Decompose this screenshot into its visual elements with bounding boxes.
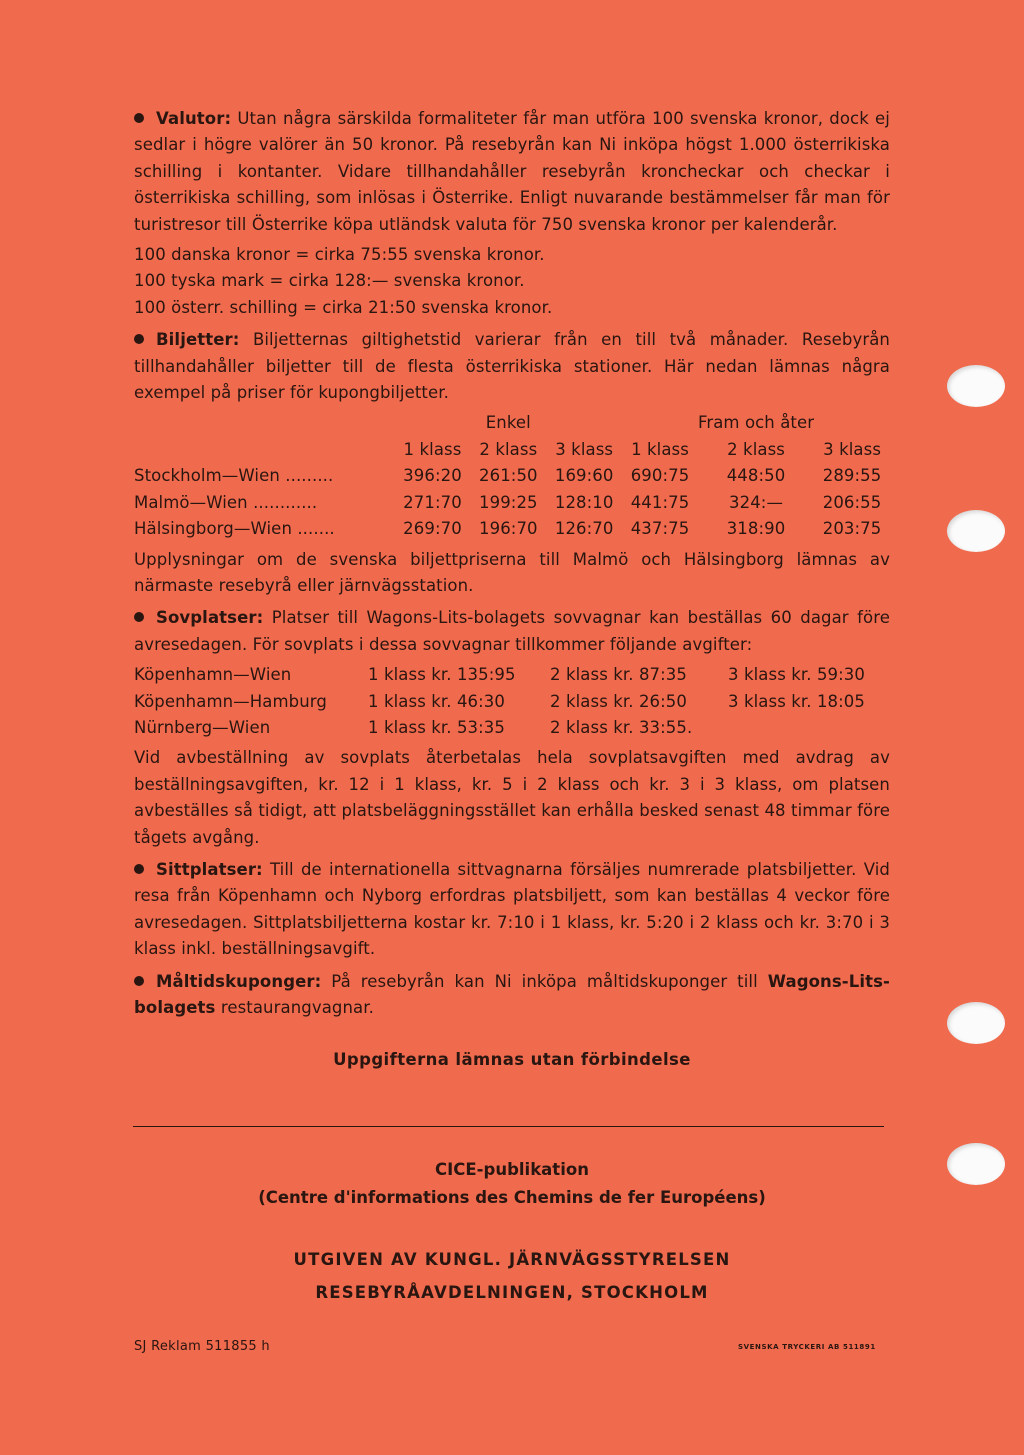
- price-cell: 441:75: [630, 492, 690, 512]
- table-row: [134, 689, 865, 715]
- punch-hole: [947, 1002, 1005, 1044]
- group-enkel: Enkel: [485, 413, 531, 433]
- publisher-line: RESEBYRÅAVDELNINGEN, STOCKHOLM: [315, 1283, 709, 1302]
- section-text: Biljetternas giltighetstid varierar från en till två månader. Resebyrån tillhandahåller biljetter till de flesta österrikiska stationer. Här nedan lämnas några exempel på priser för kupongbiljetter.: [134, 330, 890, 403]
- table-row: [134, 516, 890, 542]
- price-cell: 128:10: [554, 492, 614, 512]
- class-header: 2 klass: [479, 439, 538, 459]
- section-text: Till de internationella sittvagnarna försäljes numrerade platsbiljetter. Vid resa från Köpenhamn och Nyborg erfordras platsbiljett, som kan beställas 4 veckor före avresedagen. Sittplatsbiljetterna kostar kr. 7:10 i 1 klass, kr. 5:20 i 2 klass och kr. 3:70 i 3 klass inkl. beställningsavgift.: [134, 859, 890, 959]
- section-heading: Valutor:: [156, 109, 232, 128]
- price-cell: 3 klass kr. 59:30: [728, 665, 865, 685]
- section-heading: Måltidskuponger:: [156, 971, 322, 991]
- price-cell: 1 klass kr. 53:35: [368, 717, 505, 737]
- section-sittplatser: [134, 857, 890, 963]
- price-cell: 269:70: [403, 519, 462, 539]
- cice-subtitle: (Centre d'informations des Chemins de fer Européens): [258, 1188, 766, 1207]
- print-code: SJ Reklam 511855 h: [134, 1339, 270, 1354]
- price-cell: 437:75: [630, 519, 690, 539]
- section-text: På resebyrån kan Ni inköpa måltidskuponger till: [331, 971, 758, 991]
- main-content: [134, 106, 890, 1074]
- fare-table: [134, 410, 890, 542]
- price-cell: 206:55: [822, 492, 882, 512]
- cice-block: [134, 1156, 890, 1212]
- price-cell: 2 klass kr. 87:35: [550, 665, 687, 685]
- section-maltidskuponger: [134, 969, 890, 1022]
- route-name: Malmö—Wien ............: [134, 492, 318, 512]
- price-cell: 1 klass kr. 46:30: [368, 691, 505, 711]
- table-group-header: [134, 410, 890, 436]
- bullet-icon: [134, 334, 144, 344]
- rate-line: 100 österr. schilling = cirka 21:50 svenska kronor.: [134, 297, 553, 317]
- price-cell: 196:70: [479, 519, 538, 539]
- disclaimer: Uppgifterna lämnas utan förbindelse: [333, 1050, 691, 1070]
- punch-hole: [947, 1143, 1005, 1185]
- bullet-icon: [134, 976, 144, 986]
- route-name: Köpenhamn—Hamburg: [134, 691, 327, 711]
- group-fram-och-ater: Fram och åter: [697, 413, 815, 433]
- bullet-icon: [134, 612, 144, 622]
- cice-title: CICE-publikation: [435, 1160, 589, 1179]
- printer-imprint: SVENSKA TRYCKERI AB 511891: [738, 1343, 876, 1351]
- price-cell: 203:75: [822, 519, 882, 539]
- section-heading: Sittplatser:: [156, 859, 263, 879]
- punch-hole: [947, 510, 1005, 552]
- price-cell: 2 klass kr. 33:55.: [550, 717, 693, 737]
- section-heading: Biljetter:: [156, 330, 240, 350]
- price-cell: 324:—: [729, 492, 784, 512]
- table-row: [134, 662, 865, 688]
- price-cell: 271:70: [403, 492, 462, 512]
- section-text: Utan några särskilda formaliteter får man utföra 100 svenska kronor, dock ej sedlar i högre valörer än 50 kronor. På resebyrån kan Ni inköpa högst 1.000 österrikiska schilling i kontanter. Vidare tillhandahåller resebyrån kroncheckar och checkar i österrikiska schilling, som inlösas i Österrike. Enligt nuvarande bestämmelser får man för turistresor till Österrike köpa utländsk valuta för 750 svenska kronor per kalenderår.: [134, 109, 890, 234]
- price-cell: 396:20: [403, 466, 462, 486]
- class-header: 3 klass: [555, 439, 614, 459]
- table-row: [134, 490, 890, 516]
- rate-line: 100 tyska mark = cirka 128:— svenska kronor.: [134, 271, 525, 291]
- section-valutor: [134, 106, 890, 238]
- sleeper-table: [134, 662, 865, 741]
- table-class-header: [134, 437, 890, 463]
- bullet-icon: [134, 864, 144, 874]
- price-cell: 3 klass kr. 18:05: [728, 691, 865, 711]
- section-sovplatser: [134, 605, 890, 658]
- exchange-rates: [134, 242, 890, 321]
- section-text: restaurangvagnar.: [220, 998, 374, 1017]
- price-cell: 199:25: [479, 492, 538, 512]
- price-cell: 261:50: [479, 466, 538, 486]
- publisher-block: [134, 1243, 890, 1309]
- ticket-note: Upplysningar om de svenska biljettpriserna till Malmö och Hälsingborg lämnas av närmaste resebyrå eller järnvägsstation.: [134, 549, 890, 595]
- sleeper-note: Vid avbeställning av sovplats återbetalas hela sovplatsavgiften med avdrag av beställningsavgiften, kr. 12 i 1 klass, kr. 5 i 2 klass och kr. 3 i 3 klass, om platsen avbeställes så tidigt, att platsbeläggningsstället kan erhålla besked senast 48 timmar före tågets avgång.: [134, 748, 890, 847]
- bullet-icon: [134, 113, 144, 123]
- section-heading: Sovplatser:: [156, 608, 264, 628]
- route-name: Hälsingborg—Wien .......: [134, 519, 335, 539]
- price-cell: 126:70: [554, 519, 614, 539]
- route-name: Nürnberg—Wien: [134, 717, 271, 737]
- section-biljetter: [134, 327, 890, 406]
- price-cell: 1 klass kr. 135:95: [368, 665, 516, 685]
- price-cell: 448:50: [726, 466, 786, 486]
- class-header: 2 klass: [727, 439, 785, 459]
- price-cell: [728, 715, 865, 741]
- price-cell: 289:55: [822, 466, 882, 486]
- route-name: Stockholm—Wien .........: [134, 466, 334, 486]
- table-row: [134, 463, 890, 489]
- price-cell: 169:60: [554, 466, 614, 486]
- price-cell: 690:75: [630, 466, 690, 486]
- class-header: 3 klass: [823, 439, 882, 459]
- section-text: Platser till Wagons-Lits-bolagets sovvagnar kan beställas 60 dagar före avresedagen. För sovplats i dessa sovvagnar tillkommer följande avgifter:: [134, 608, 890, 654]
- table-row: [134, 715, 865, 741]
- price-cell: 318:90: [726, 519, 786, 539]
- class-header: 1 klass: [403, 439, 462, 459]
- price-cell: 2 klass kr. 26:50: [550, 691, 687, 711]
- punch-hole: [947, 365, 1005, 407]
- rate-line: 100 danska kronor = cirka 75:55 svenska kronor.: [134, 245, 545, 265]
- divider: [133, 1126, 884, 1127]
- publisher-line: UTGIVEN AV KUNGL. JÄRNVÄGSSTYRELSEN: [293, 1250, 731, 1269]
- class-header: 1 klass: [631, 439, 689, 459]
- company-name: Wagons-Lits-bolagets: [134, 971, 890, 1017]
- route-name: Köpenhamn—Wien: [134, 665, 292, 685]
